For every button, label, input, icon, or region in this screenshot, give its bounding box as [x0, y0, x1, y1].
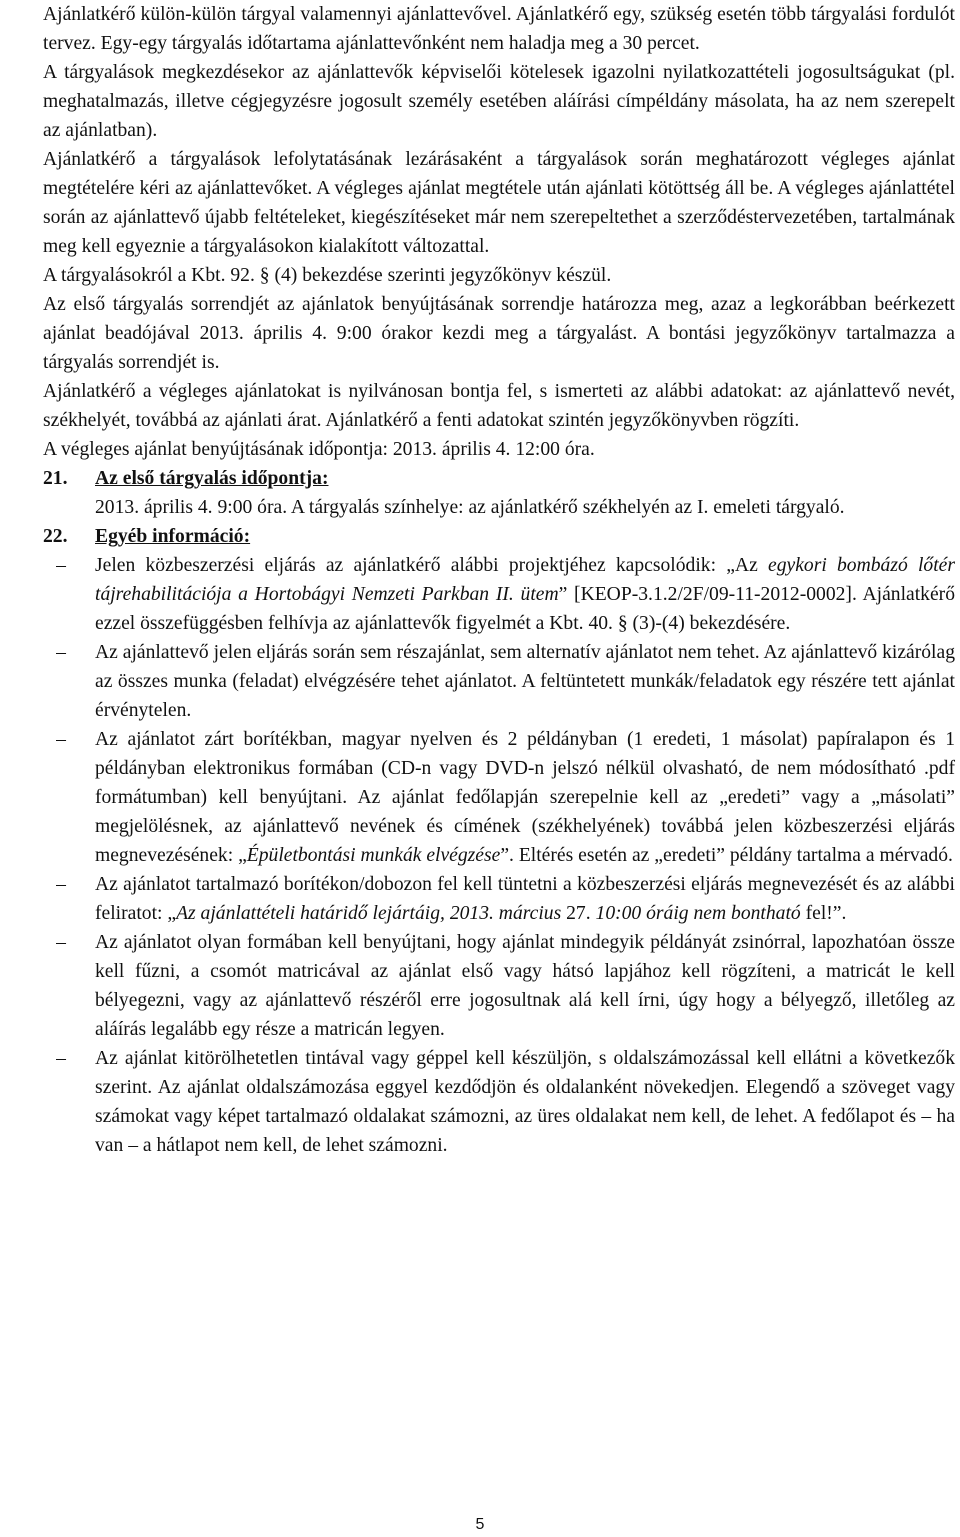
paragraph-authorization: A tárgyalások megkezdésekor az ajánlattevők képviselői kötelesek igazolni nyilatkozattételi jogosultságukat (pl. meghatalmazás, illetve cégjegyzésre jogosult személy esetében aláírási címpéldány másolata, ha az nem szerepelt az ajánlatban). — [43, 62, 955, 141]
project-name: egykori bombázó lőtér tájrehabilitációja a Hortobágyi Nemzeti Parkban II. ütem — [95, 555, 955, 605]
paragraph-negotiation-intro: Ajánlatkérő külön-külön tárgyal valamennyi ajánlattevővel. Ajánlatkérő egy, szükség esetén több tárgyalási fordulót tervez. Egy-egy tárgyalás időtartama ajánlattevőnként nem haladja meg a 30 percet. — [43, 4, 955, 54]
list-item: – Az ajánlat kitörölhetetlen tintával vagy géppel kell készüljön, s oldalszámozással kell ellátni a következők szerint. Az ajánlat oldalszámozása eggyel kezdődjön és oldalanként növekedjen. Elegendő a szöveget vagy számokat vagy képet tartalmazó oldalakat számozni, az üres oldalakat nem kell, de lehet. A fedőlapot és – ha van – a hátlapot nem kell, de lehet számozni. — [43, 1044, 955, 1160]
section-number: 21. — [43, 468, 68, 489]
paragraph-order: Az első tárgyalás sorrendjét az ajánlatok benyújtásának sorrendje határozza meg, azaz a legkorábban beérkezett ajánlat beadójával 2013. április 4. 9:00 órakor kezdi meg a tárgyalást. A bontási jegyzőkönyv tartalmazza a tárgyalás sorrendjét is. — [43, 294, 955, 373]
dash-bullet: – — [56, 555, 66, 576]
paragraph-final-offer: Ajánlatkérő a tárgyalások lefolytatásának lezárásaként a tárgyalások során meghatározott végleges ajánlat megtételére kéri az ajánlattevőket. A végleges ajánlat megtétele után ajánlati kötöttség áll be. A végleges ajánlattétel során az ajánlattevő újabb feltételeket, kiegészítéseket már nem szerepeltethet a szerződéstervezetében, tartalmának meg kell egyeznie a tárgyalásokon kialakított változattal. — [43, 149, 955, 257]
section-title: Az első tárgyalás időpontja: — [95, 468, 329, 489]
paragraph-final-deadline: A végleges ajánlat benyújtásának időpontja: 2013. április 4. 12:00 óra. — [43, 439, 595, 460]
dash-bullet: – — [56, 874, 66, 895]
list-item: – Jelen közbeszerzési eljárás az ajánlatkérő alábbi projektjéhez kapcsolódik: „Az egykori bombázó lőtér tájrehabilitációja a Hortobágyi Nemzeti Parkban II. ütem” [KEOP-3.1.2/2F/09-11-2012-0002]. Ajánlatkérő ezzel összefüggésben felhívja az ajánlattevők figyelmét a Kbt. 40. § (3)-(4) bekezdésére. — [43, 551, 955, 638]
dash-bullet: – — [56, 729, 66, 750]
list-item: – Az ajánlattevő jelen eljárás során sem részajánlat, sem alternatív ajánlatot nem tehet. Az ajánlattevő kizárólag az összes munka (feladat) elvégzésére tehet ajánlatot. A feltüntetett munkák/feladatok egy részére tett ajánlat érvénytelen. — [43, 638, 955, 725]
section-heading — [43, 522, 955, 551]
info-list — [43, 551, 955, 1160]
section-body: 2013. április 4. 9:00 óra. A tárgyalás színhelye: az ajánlatkérő székhelyén az I. emeleti tárgyaló. — [95, 497, 845, 518]
list-item: – Az ajánlatot zárt borítékban, magyar nyelven és 2 példányban (1 eredeti, 1 másolat) papíralapon és 1 példányban elektronikus formában (CD-n vagy DVD-n jelszó nélkül olvasható, de nem módosítható .pdf formátumban) kell benyújtani. Az ajánlat fedőlapján szerepelnie kell az „eredeti” vagy a „másolati” megjelölésnek, az ajánlattevő nevének és címének (székhelyének) továbbá jelen közbeszerzési eljárás megnevezésének: „Épületbontási munkák elvégzése”. Eltérés esetén az „eredeti” példány tartalma a mérvadó. — [43, 725, 955, 870]
section-21 — [43, 464, 955, 522]
dash-bullet: – — [56, 1048, 66, 1069]
section-22 — [43, 522, 955, 1160]
section-number: 22. — [43, 526, 68, 547]
section-title: Egyéb információ: — [95, 526, 251, 547]
section-heading — [43, 464, 955, 493]
procedure-name: Épületbontási munkák elvégzése — [246, 845, 501, 866]
document-page — [43, 0, 955, 1160]
dash-bullet: – — [56, 932, 66, 953]
list-item: – Az ajánlatot tartalmazó borítékon/dobozon fel kell tüntetni a közbeszerzési eljárás megnevezését és az alábbi feliratot: „Az ajánlattételi határidő lejártáig, 2013. március 27. 10:00 óráig nem bontható fel!”. — [43, 870, 955, 928]
page-number: 5 — [475, 1516, 485, 1533]
dash-bullet: – — [56, 642, 66, 663]
paragraph-public-opening: Ajánlatkérő a végleges ajánlatokat is nyilvánosan bontja fel, s ismerteti az alábbi adatokat: az ajánlattevő nevét, székhelyét, továbbá az ajánlati árat. Ajánlatkérő a fenti adatokat szintén jegyzőkönyvben rögzíti. — [43, 381, 955, 431]
paragraph-minutes: A tárgyalásokról a Kbt. 92. § (4) bekezdése szerinti jegyzőkönyv készül. — [43, 265, 612, 286]
list-item: – Az ajánlatot olyan formában kell benyújtani, hogy ajánlat mindegyik példányát zsinórral, lapozhatóan össze kell fűzni, a csomót matricával az ajánlat első vagy hátsó lapjához kell rögzíteni, a matricát le kell bélyegezni, vagy az ajánlattevő részéről erre jogosultnak alá kell írni, úgy hogy a bélyegző, illetőleg az aláírás legalább egy része a matricán legyen. — [43, 928, 955, 1044]
